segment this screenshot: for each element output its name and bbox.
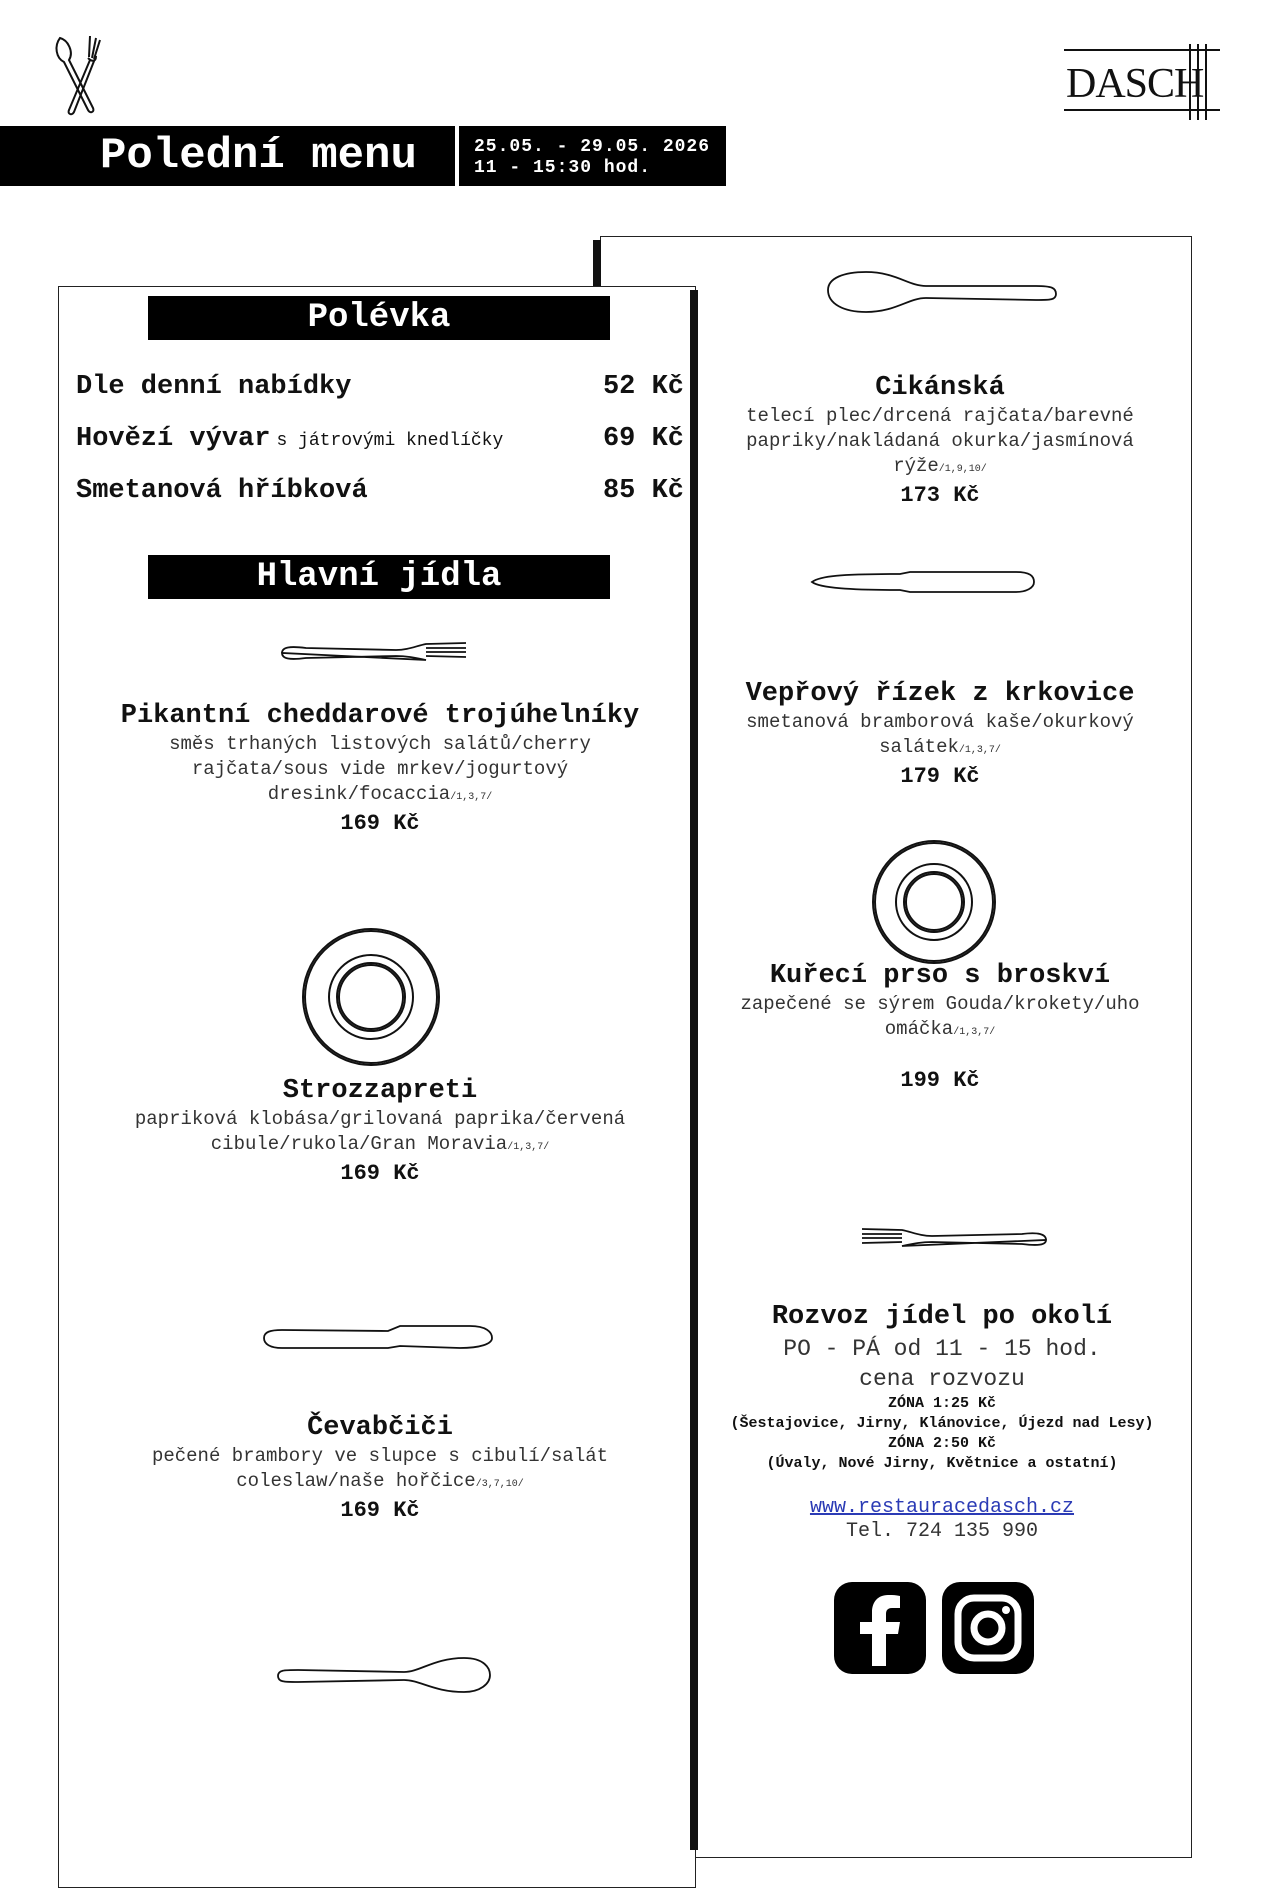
dish-description: pečené brambory ve slupce s cibulí/salát coleslaw/naše hořčice bbox=[151, 1445, 609, 1492]
plate-icon bbox=[870, 838, 998, 966]
soup-side: s játrovými knedlíčky bbox=[276, 431, 504, 451]
delivery-price-label: cena rozvozu bbox=[859, 1366, 1025, 1392]
delivery-days: PO - PÁ od 11 - 15 hod. bbox=[783, 1336, 1101, 1362]
cutlery-logo-icon bbox=[52, 32, 104, 116]
soup-price: 69 Kč bbox=[602, 424, 684, 454]
delivery-title: Rozvoz jídel po okolí bbox=[771, 1302, 1113, 1332]
allergens: /1,3,7/ bbox=[450, 792, 493, 803]
zone-1-places: (Šestajovice, Jirny, Klánovice, Újezd nad Lesy) bbox=[730, 1415, 1154, 1432]
page-title: Polední menu bbox=[100, 131, 417, 181]
allergens: /1,3,7/ bbox=[958, 745, 1001, 756]
dish-name: Kuřecí prso s broskví bbox=[769, 961, 1111, 991]
spoon-icon bbox=[826, 268, 1058, 316]
dish-description: směs trhaných listových salátů/cherry rajčata/sous vide mrkev/jogurtový dresink/focaccia bbox=[169, 733, 591, 805]
soup-name: Smetanová hříbková bbox=[76, 476, 368, 506]
dish-name: Pikantní cheddarové trojúhelníky bbox=[120, 701, 640, 731]
title-divider bbox=[455, 126, 459, 186]
soup-name: Dle denní nabídky bbox=[76, 372, 352, 402]
dish-card bbox=[70, 1412, 690, 1525]
allergens: /1,3,7/ bbox=[953, 1027, 996, 1038]
dish-name: Vepřový řízek z krkovice bbox=[745, 679, 1135, 709]
soup-item bbox=[76, 372, 684, 412]
allergens: /3,7,10/ bbox=[475, 1479, 524, 1490]
dish-price: 199 Kč bbox=[900, 1068, 980, 1093]
dish-price: 173 Kč bbox=[900, 483, 980, 508]
dish-description: papriková klobása/grilovaná paprika/červená cibule/rukola/Gran Moravia bbox=[134, 1108, 626, 1155]
dish-card bbox=[706, 678, 1174, 791]
plate-icon bbox=[300, 926, 442, 1068]
opening-hours: 11 - 15:30 hod. bbox=[474, 158, 652, 178]
website-link[interactable]: www.restauracedasch.cz bbox=[809, 1496, 1075, 1519]
dish-card bbox=[706, 960, 1174, 1095]
knife-icon bbox=[260, 1318, 494, 1360]
delivery-info bbox=[712, 1300, 1172, 1544]
instagram-icon[interactable] bbox=[942, 1582, 1034, 1674]
dish-name: Strozzapreti bbox=[282, 1076, 478, 1106]
brand-logo bbox=[1062, 44, 1222, 120]
section-mains-heading: Hlavní jídla bbox=[148, 555, 610, 599]
spoon-icon bbox=[274, 1652, 492, 1698]
dish-description: telecí plec/drcená rajčata/barevné papriky/nakládaná okurka/jasmínová rýže bbox=[746, 405, 1134, 477]
allergens: /1,3,7/ bbox=[507, 1142, 550, 1153]
fork-icon bbox=[860, 1224, 1052, 1256]
phone-number: Tel. 724 135 990 bbox=[845, 1520, 1039, 1543]
date-range: 25.05. - 29.05. 2026 bbox=[474, 137, 711, 157]
dish-card bbox=[706, 372, 1174, 510]
dish-description: smetanová bramborová kaše/okurkový salátek bbox=[746, 711, 1134, 758]
facebook-icon[interactable] bbox=[834, 1582, 926, 1674]
soup-price: 52 Kč bbox=[602, 372, 684, 402]
dish-description: zapečené se sýrem Gouda/krokety/uho omáčka bbox=[740, 993, 1140, 1040]
fork-icon bbox=[276, 638, 468, 668]
soup-price: 85 Kč bbox=[602, 476, 684, 506]
knife-icon bbox=[810, 566, 1036, 598]
soup-item bbox=[76, 424, 684, 464]
dish-price: 169 Kč bbox=[340, 1498, 420, 1523]
zone-2-places: (Úvaly, Nové Jirny, Květnice a ostatní) bbox=[766, 1455, 1118, 1472]
dish-price: 169 Kč bbox=[340, 1161, 420, 1186]
soup-item bbox=[76, 476, 684, 516]
allergens: /1,9,10/ bbox=[938, 464, 987, 475]
dish-card bbox=[70, 1075, 690, 1188]
panel-edge bbox=[690, 290, 698, 1850]
dish-price: 179 Kč bbox=[900, 764, 980, 789]
dish-name: Čevabčiči bbox=[307, 1413, 453, 1443]
dish-name: Cikánská bbox=[875, 373, 1005, 403]
dish-card bbox=[70, 700, 690, 838]
soup-name: Hovězí vývar bbox=[76, 424, 271, 454]
brand-name: DASCH bbox=[1066, 61, 1204, 107]
dish-price: 169 Kč bbox=[340, 811, 420, 836]
section-soup-heading: Polévka bbox=[148, 296, 610, 340]
zone-1: ZÓNA 1:25 Kč bbox=[887, 1395, 997, 1412]
zone-2: ZÓNA 2:50 Kč bbox=[887, 1435, 997, 1452]
